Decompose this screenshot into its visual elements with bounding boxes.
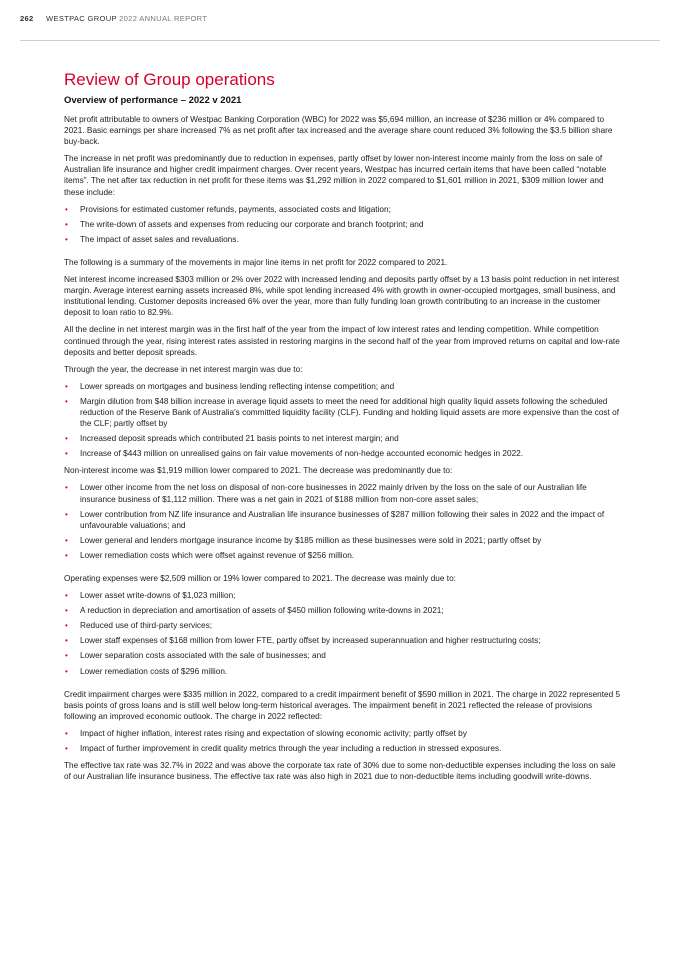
list-item: • Increase of $443 million on unrealised gains on fair value movements of non-hedge accounted economic hedges in 2022. xyxy=(64,448,624,459)
report-name: 2022 ANNUAL REPORT xyxy=(119,14,208,23)
list-item: • Lower other income from the net loss on disposal of non-core businesses in 2022 mainly driven by the loss on the sale of our Australian life insurance business of $1,112 million. There was a net gain in 2021 of $188 million from non-core asset sales; xyxy=(64,482,624,504)
paragraph-margin-reasons: Through the year, the decrease in net interest margin was due to: xyxy=(64,364,303,374)
company-name: WESTPAC GROUP xyxy=(46,14,117,23)
list-item: • The impact of asset sales and revaluations. xyxy=(64,234,624,245)
list-item: • Lower contribution from NZ life insurance and Australian life insurance businesses of $287 million following their sales in 2022 and the impact of unfavourable valuations; and xyxy=(64,509,624,531)
list-item: • Reduced use of third-party services; xyxy=(64,620,624,631)
main-content xyxy=(64,70,624,788)
operating-expenses-list xyxy=(64,590,624,677)
paragraph-operating-expenses: Operating expenses were $2,509 million or 19% lower compared to 2021. The decrease was mainly due to: xyxy=(64,574,456,583)
paragraph-tax-rate: The effective tax rate was 32.7% in 2022 and was above the corporate tax rate of 30% due to some non-deductible expenses including the loss on sale of our Australian life insurance business. The effective tax rate was also high in 2021 due to non-deductible items including goodwill write-downs. xyxy=(64,761,616,782)
list-item: • Lower separation costs associated with the sale of businesses; and xyxy=(64,650,624,661)
paragraph-increase: The increase in net profit was predominantly due to reduction in expenses, partly offset by lower non-interest income mainly from the loss on sale of Australian life insurance and higher credit impairment charges. Over recent years, Westpac has incurred certain items that have been called “notable items”. The net after tax reduction in net profit for these items was $1,292 million in 2022 compared to $1,601 million in 2021, $309 million lower and these include: xyxy=(64,154,607,197)
paragraph-net-profit: Net profit attributable to owners of Westpac Banking Corporation (WBC) for 2022 was $5,694 million, an increase of $236 million or 4% compared to 2021. Basic earnings per share increased 7% as net profit after tax increased and the average share count reduced 3% following the $3.5 billion share buy-back. xyxy=(64,115,613,147)
non-interest-income-list xyxy=(64,482,624,561)
list-item: • Lower general and lenders mortgage insurance income by $185 million as these businesses were sold in 2021; partly offset by xyxy=(64,535,624,546)
page-title: Review of Group operations xyxy=(64,70,275,89)
list-item: • The write-down of assets and expenses from reducing our corporate and branch footprint; and xyxy=(64,219,624,230)
notable-items-list xyxy=(64,204,624,245)
paragraph-non-interest-income: Non-interest income was $1,919 million lower compared to 2021. The decrease was predominantly due to: xyxy=(64,466,453,476)
paragraph-net-interest-income: Net interest income increased $303 million or 2% over 2022 with increased lending and deposits partly offset by a 13 basis point reduction in net interest margin. Average interest earning assets increased 8%, while spot lending increased 4% with growth in owner-occupied mortgages, small business, and institutional lending. Customer deposits increased 6% over the year, more than fully funding loan growth contributing to an increase in the customer deposit to loan ratio to 82.9%. xyxy=(64,275,620,318)
list-item: • Lower asset write-downs of $1,023 million; xyxy=(64,590,624,601)
credit-impairment-list xyxy=(64,728,624,754)
list-item: • Increased deposit spreads which contributed 21 basis points to net interest margin; and xyxy=(64,433,624,444)
page-header xyxy=(20,14,660,41)
section-subtitle: Overview of performance – 2022 v 2021 xyxy=(64,95,242,106)
list-item: • Lower remediation costs which were offset against revenue of $256 million. xyxy=(64,550,624,561)
paragraph-summary: The following is a summary of the movements in major line items in net profit for 2022 compared to 2021. xyxy=(64,257,448,267)
list-item: • A reduction in depreciation and amortisation of assets of $450 million following write-downs in 2021; xyxy=(64,605,624,616)
list-item: • Margin dilution from $48 billion increase in average liquid assets to meet the need for additional high quality liquid assets following the scheduled reduction of the Reserve Bank of Australia's committed liquidity facility (CLF). Funding and holding liquid assets are more expensive than the cost of the CLF; partly offset by xyxy=(64,396,624,429)
margin-reasons-list xyxy=(64,381,624,460)
list-item: • Lower staff expenses of $168 million from lower FTE, partly offset by increased superannuation and higher restructuring costs; xyxy=(64,635,624,646)
list-item: • Lower spreads on mortgages and business lending reflecting intense competition; and xyxy=(64,381,624,392)
page-number: 262 xyxy=(20,14,34,23)
list-item: • Lower remediation costs of $296 million. xyxy=(64,666,624,677)
paragraph-credit-impairment: Credit impairment charges were $335 million in 2022, compared to a credit impairment benefit of $590 million in 2021. The charge in 2022 represented 5 basis points of gross loans and is still well below long-term historical averages. The impairment benefit in 2021 reflected the release of provisions following an improved economic outlook. The charge in 2022 reflected: xyxy=(64,689,621,721)
list-item: • Impact of further improvement in credit quality metrics through the year including a reduction in stressed exposures. xyxy=(64,743,624,754)
list-item: • Provisions for estimated customer refunds, payments, associated costs and litigation; xyxy=(64,204,624,215)
list-item: • Impact of higher inflation, interest rates rising and expectation of slowing economic activity; partly offset by xyxy=(64,728,624,739)
paragraph-margin-decline: All the decline in net interest margin was in the first half of the year from the impact of low interest rates and lending competition. While competition continued through the year, rising interest rates assisted in restoring margins in the second half of the year from improved returns on capital and low-rate deposits and better deposit spreads. xyxy=(64,325,620,357)
